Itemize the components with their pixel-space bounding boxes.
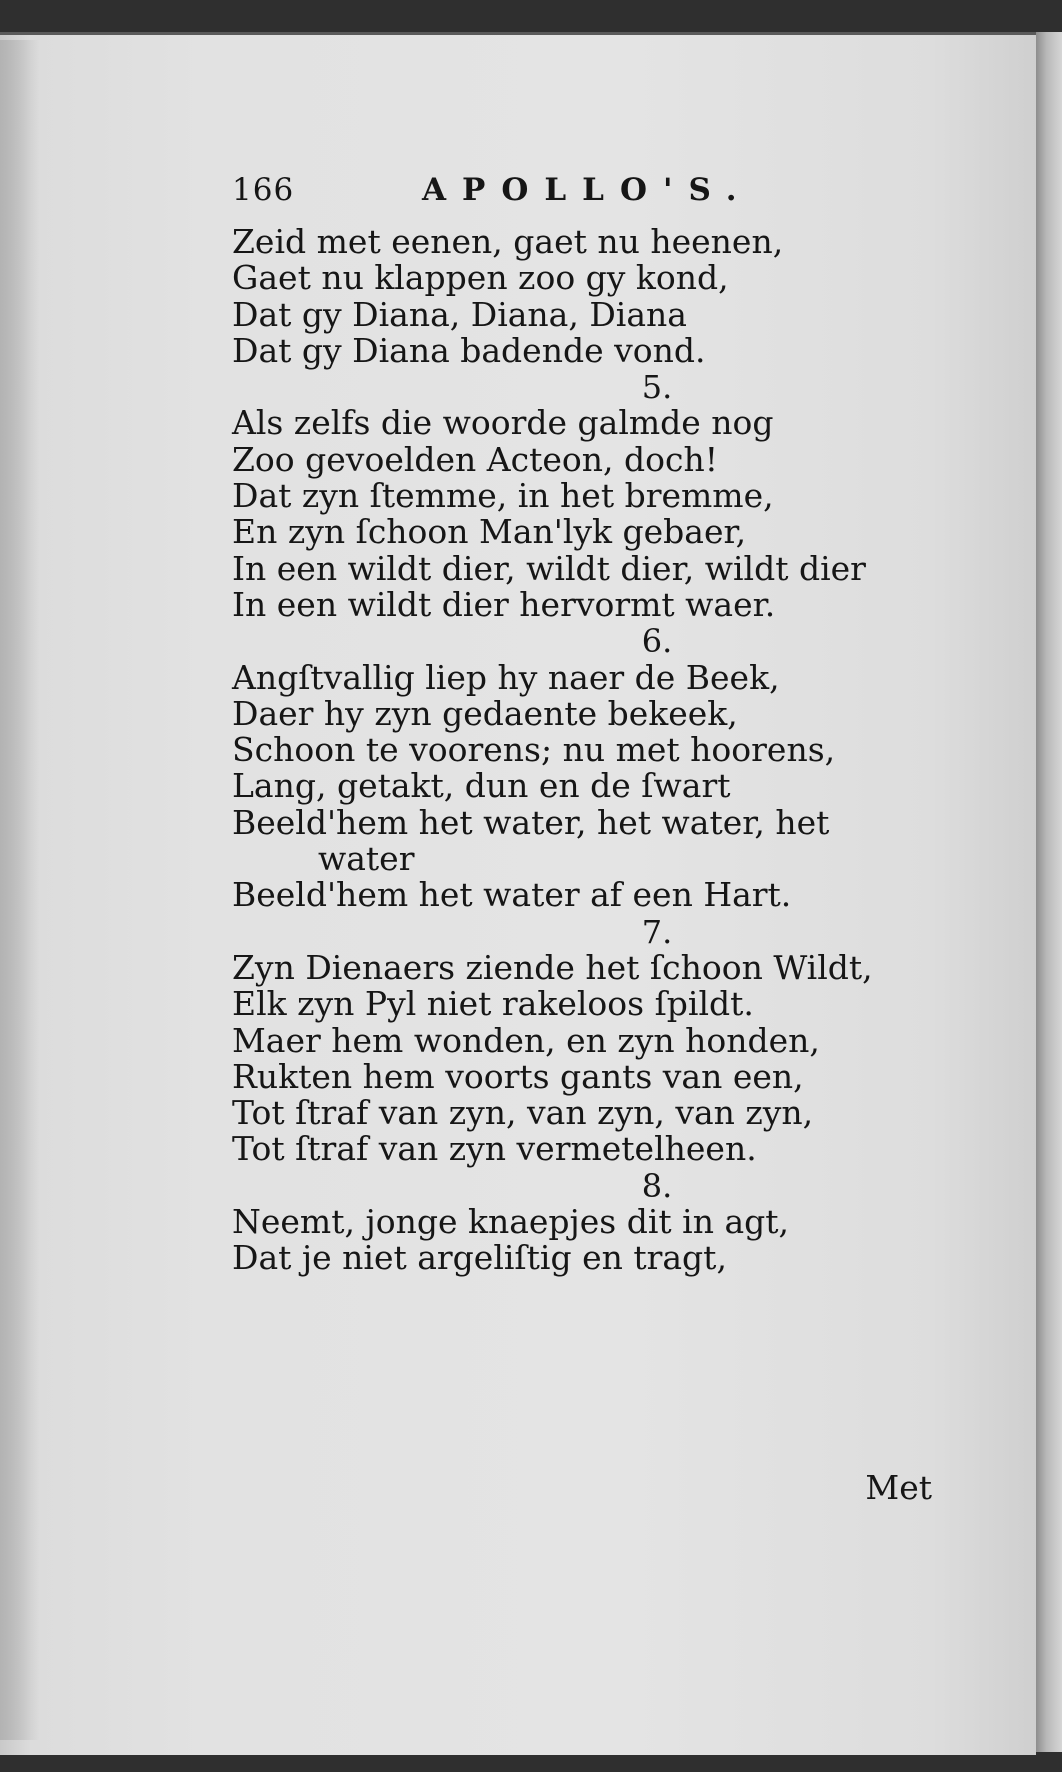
verse-line: Neemt, jonge knaepjes dit in agt, [232, 1202, 790, 1242]
stanza-number: 8. [641, 1166, 673, 1205]
verse-line: En zyn ſchoon Man'lyk gebaer, [232, 512, 747, 552]
running-title: APOLLO'S. [422, 172, 753, 208]
verse-line: In een wildt dier, wildt dier, wildt dier [232, 548, 866, 588]
stanza-number: 6. [641, 622, 673, 661]
page-content [232, 172, 952, 1277]
stanza-8 [232, 1168, 952, 1277]
catchword: Met [865, 1468, 932, 1507]
verse-line: Rukten hem voorts gants van een, [232, 1056, 804, 1096]
verse-line: Daer hy zyn gedaente bekeek, [232, 693, 738, 733]
stanza-6 [232, 623, 952, 913]
verse-line: Dat gy Diana badende vond. [232, 330, 706, 370]
page-number: 166 [232, 172, 295, 208]
page-edge-shadow [1036, 32, 1062, 1752]
verse-line: In een wildt dier hervormt waer. [232, 584, 776, 624]
verse-line: Beeld'hem het water, het water, het [232, 802, 830, 842]
verse-line: Beeld'hem het water af een Hart. [232, 875, 792, 915]
verse-line-continuation: water [318, 839, 415, 879]
verse-line: Maer hem wonden, en zyn honden, [232, 1020, 820, 1060]
verse-line: Dat gy Diana, Diana, Diana [232, 294, 687, 334]
verse-line: Tot ſtraf van zyn vermetelheen. [232, 1129, 757, 1169]
verse-line: Schoon te voorens; nu met hoorens, [232, 730, 836, 770]
verse-line: Zeid met eenen, gaet nu heenen, [232, 222, 784, 261]
verse-line: Gaet nu klappen zoo gy kond, [232, 258, 729, 298]
verse-line: Dat je niet argeliſtig en tragt, [232, 1238, 727, 1278]
verse-line: Zoo gevoelden Acteon, doch! [232, 439, 718, 479]
stanza-7 [232, 914, 952, 1168]
verse-line: Als zelfs die woorde galmde nog [232, 403, 774, 443]
verse-line: Elk zyn Pyl niet rakeloos ſpildt. [232, 984, 754, 1024]
verse-line: Angſtvallig liep hy naer de Beek, [232, 657, 780, 697]
verse-line: Dat zyn ſtemme, in het bremme, [232, 476, 774, 516]
verse-line: Tot ſtraf van zyn, van zyn, van zyn, [232, 1093, 814, 1133]
stanza-5 [232, 369, 952, 623]
gutter-fold [0, 40, 40, 1740]
stanza-number: 5. [641, 368, 673, 407]
stanza-number: 7. [641, 912, 673, 951]
stanza-continued [232, 224, 952, 369]
page-header [232, 172, 952, 224]
verse-line: Lang, getakt, dun en de ſwart [232, 766, 731, 806]
verse-line: Zyn Dienaers ziende het ſchoon Wildt, [232, 947, 873, 987]
